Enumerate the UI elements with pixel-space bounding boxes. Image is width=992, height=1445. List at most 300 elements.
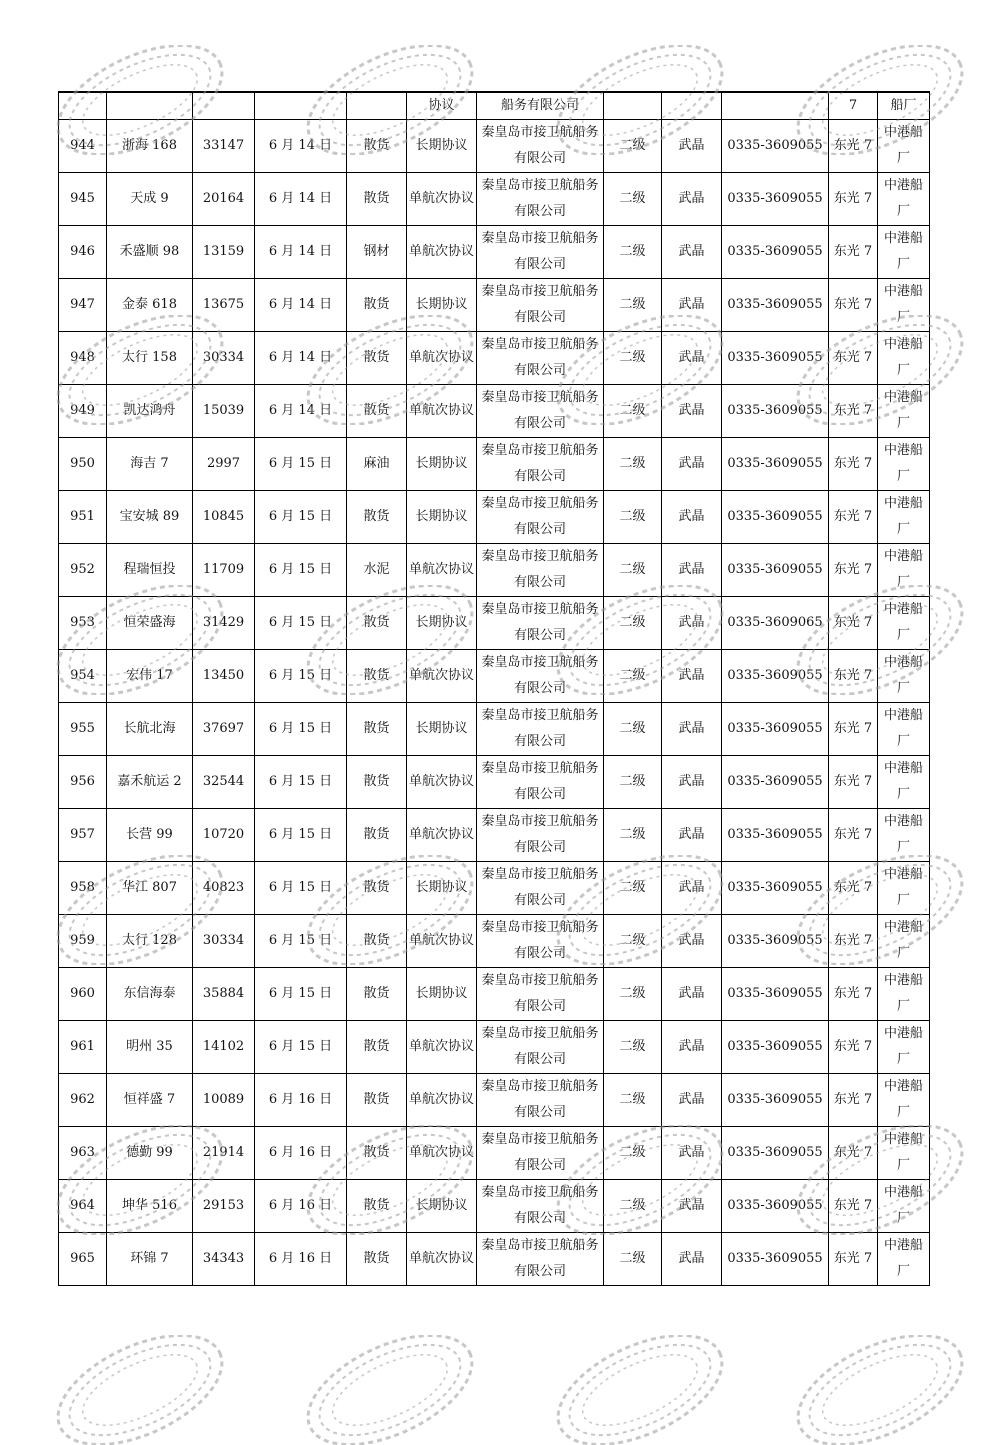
cell-person: 武晶 xyxy=(662,861,722,914)
cell-cargo: 散货 xyxy=(347,1232,407,1285)
cell-phone: 0335-3609055 xyxy=(722,278,829,331)
table-body xyxy=(59,92,930,1285)
table-row xyxy=(59,649,930,702)
cell-remark-b: 中港船厂 xyxy=(878,172,930,225)
cell-tonnage xyxy=(193,92,255,119)
cell-remark-a: 东光 7 xyxy=(829,914,878,967)
cell-date: 6 月 15 日 xyxy=(255,861,347,914)
cell-phone: 0335-3609055 xyxy=(722,1020,829,1073)
table-row xyxy=(59,1126,930,1179)
cell-cargo: 散货 xyxy=(347,384,407,437)
table-row xyxy=(59,119,930,172)
cell-ship: 程瑞恒投 xyxy=(107,543,193,596)
cell-company: 秦皇岛市接卫航船务有限公司 xyxy=(477,278,604,331)
cell-remark-b: 中港船厂 xyxy=(878,861,930,914)
cell-remark-a: 东光 7 xyxy=(829,331,878,384)
cell-date: 6 月 14 日 xyxy=(255,331,347,384)
cell-person: 武晶 xyxy=(662,1126,722,1179)
cell-date: 6 月 15 日 xyxy=(255,755,347,808)
cell-level: 二级 xyxy=(604,649,662,702)
table-row xyxy=(59,1020,930,1073)
cell-no: 945 xyxy=(59,172,107,225)
cell-date: 6 月 15 日 xyxy=(255,649,347,702)
cell-no: 964 xyxy=(59,1179,107,1232)
cell-ship: 浙海 168 xyxy=(107,119,193,172)
cell-remark-a: 东光 7 xyxy=(829,967,878,1020)
cell-level: 二级 xyxy=(604,1179,662,1232)
cell-no: 960 xyxy=(59,967,107,1020)
cell-level: 二级 xyxy=(604,543,662,596)
cell-phone: 0335-3609055 xyxy=(722,331,829,384)
cell-person: 武晶 xyxy=(662,490,722,543)
cell-phone: 0335-3609055 xyxy=(722,755,829,808)
cell-date: 6 月 14 日 xyxy=(255,172,347,225)
cell-remark-a: 东光 7 xyxy=(829,437,878,490)
cell-remark-b: 中港船厂 xyxy=(878,225,930,278)
cell-cargo: 水泥 xyxy=(347,543,407,596)
cell-ship: 太行 128 xyxy=(107,914,193,967)
cell-date: 6 月 14 日 xyxy=(255,225,347,278)
cell-remark-b: 中港船厂 xyxy=(878,490,930,543)
cell-company: 秦皇岛市接卫航船务有限公司 xyxy=(477,119,604,172)
cell-level: 二级 xyxy=(604,1020,662,1073)
cell-company: 秦皇岛市接卫航船务有限公司 xyxy=(477,1126,604,1179)
cell-no: 962 xyxy=(59,1073,107,1126)
cell-tonnage: 30334 xyxy=(193,914,255,967)
cell-date: 6 月 15 日 xyxy=(255,490,347,543)
table-row xyxy=(59,437,930,490)
cell-company: 船务有限公司 xyxy=(477,92,604,119)
cell-person: 武晶 xyxy=(662,808,722,861)
cell-ship: 宏伟 17 xyxy=(107,649,193,702)
cell-tonnage: 13159 xyxy=(193,225,255,278)
cell-ship: 华江 807 xyxy=(107,861,193,914)
cell-ship: 恒荣盛海 xyxy=(107,596,193,649)
cell-agreement: 单航次协议 xyxy=(407,914,477,967)
cell-person: 武晶 xyxy=(662,649,722,702)
cell-phone: 0335-3609055 xyxy=(722,1232,829,1285)
cell-no: 953 xyxy=(59,596,107,649)
cell-level: 二级 xyxy=(604,702,662,755)
cell-ship: 凯达鸿舟 xyxy=(107,384,193,437)
cell-agreement: 单航次协议 xyxy=(407,225,477,278)
cell-phone: 0335-3609055 xyxy=(722,172,829,225)
cell-level: 二级 xyxy=(604,808,662,861)
cell-person: 武晶 xyxy=(662,384,722,437)
cell-person: 武晶 xyxy=(662,1232,722,1285)
cell-agreement: 单航次协议 xyxy=(407,649,477,702)
cell-agreement: 长期协议 xyxy=(407,490,477,543)
cell-remark-b: 中港船厂 xyxy=(878,119,930,172)
cell-agreement: 长期协议 xyxy=(407,596,477,649)
cell-phone: 0335-3609055 xyxy=(722,702,829,755)
cell-level: 二级 xyxy=(604,596,662,649)
cell-ship xyxy=(107,92,193,119)
cell-agreement: 单航次协议 xyxy=(407,172,477,225)
cell-level: 二级 xyxy=(604,861,662,914)
cell-agreement: 长期协议 xyxy=(407,437,477,490)
cell-no: 955 xyxy=(59,702,107,755)
cell-no: 965 xyxy=(59,1232,107,1285)
cell-remark-b: 中港船厂 xyxy=(878,755,930,808)
cell-tonnage: 37697 xyxy=(193,702,255,755)
cell-agreement: 单航次协议 xyxy=(407,331,477,384)
cell-person: 武晶 xyxy=(662,755,722,808)
cell-agreement: 单航次协议 xyxy=(407,543,477,596)
cell-phone: 0335-3609055 xyxy=(722,914,829,967)
cell-agreement: 单航次协议 xyxy=(407,755,477,808)
cell-no: 947 xyxy=(59,278,107,331)
cell-company: 秦皇岛市接卫航船务有限公司 xyxy=(477,437,604,490)
cell-level: 二级 xyxy=(604,225,662,278)
cell-no: 963 xyxy=(59,1126,107,1179)
cell-remark-b: 中港船厂 xyxy=(878,649,930,702)
cell-agreement: 单航次协议 xyxy=(407,1073,477,1126)
cell-date: 6 月 15 日 xyxy=(255,914,347,967)
cell-company: 秦皇岛市接卫航船务有限公司 xyxy=(477,1020,604,1073)
cell-level: 二级 xyxy=(604,172,662,225)
cell-person: 武晶 xyxy=(662,172,722,225)
cell-ship: 天成 9 xyxy=(107,172,193,225)
cell-phone: 0335-3609055 xyxy=(722,649,829,702)
cell-no: 949 xyxy=(59,384,107,437)
cell-cargo: 散货 xyxy=(347,278,407,331)
cell-date: 6 月 14 日 xyxy=(255,119,347,172)
cell-remark-a: 东光 7 xyxy=(829,808,878,861)
cell-agreement: 长期协议 xyxy=(407,278,477,331)
cell-remark-b: 中港船厂 xyxy=(878,596,930,649)
cell-person: 武晶 xyxy=(662,278,722,331)
cell-agreement: 长期协议 xyxy=(407,967,477,1020)
cell-remark-a: 东光 7 xyxy=(829,1232,878,1285)
cell-cargo: 散货 xyxy=(347,596,407,649)
cell-cargo: 散货 xyxy=(347,861,407,914)
cell-remark-a: 东光 7 xyxy=(829,225,878,278)
cell-company: 秦皇岛市接卫航船务有限公司 xyxy=(477,702,604,755)
cell-remark-a: 东光 7 xyxy=(829,702,878,755)
cell-remark-a: 东光 7 xyxy=(829,755,878,808)
table-row xyxy=(59,331,930,384)
cell-level: 二级 xyxy=(604,1126,662,1179)
cell-remark-a: 东光 7 xyxy=(829,543,878,596)
cell-remark-b: 中港船厂 xyxy=(878,1232,930,1285)
cell-no: 951 xyxy=(59,490,107,543)
cell-no: 952 xyxy=(59,543,107,596)
cell-no: 950 xyxy=(59,437,107,490)
cell-phone xyxy=(722,92,829,119)
cell-person: 武晶 xyxy=(662,702,722,755)
cell-phone: 0335-3609055 xyxy=(722,543,829,596)
cell-date: 6 月 16 日 xyxy=(255,1126,347,1179)
cell-tonnage: 20164 xyxy=(193,172,255,225)
table-row xyxy=(59,861,930,914)
cell-ship: 金泰 618 xyxy=(107,278,193,331)
cell-company: 秦皇岛市接卫航船务有限公司 xyxy=(477,331,604,384)
cell-remark-b: 中港船厂 xyxy=(878,967,930,1020)
cell-no: 961 xyxy=(59,1020,107,1073)
cell-remark-b: 中港船厂 xyxy=(878,1179,930,1232)
cell-company: 秦皇岛市接卫航船务有限公司 xyxy=(477,384,604,437)
cell-company: 秦皇岛市接卫航船务有限公司 xyxy=(477,225,604,278)
cell-remark-b: 中港船厂 xyxy=(878,384,930,437)
cell-ship: 明州 35 xyxy=(107,1020,193,1073)
cell-agreement: 单航次协议 xyxy=(407,1126,477,1179)
cell-remark-b: 船厂 xyxy=(878,92,930,119)
cell-company: 秦皇岛市接卫航船务有限公司 xyxy=(477,808,604,861)
watermark-seal xyxy=(545,1335,735,1445)
cell-remark-a: 东光 7 xyxy=(829,172,878,225)
cell-cargo: 散货 xyxy=(347,649,407,702)
cell-remark-b: 中港船厂 xyxy=(878,437,930,490)
cell-cargo: 散货 xyxy=(347,1179,407,1232)
cell-phone: 0335-3609055 xyxy=(722,225,829,278)
cell-ship: 嘉禾航运 2 xyxy=(107,755,193,808)
watermark-seal xyxy=(45,1335,235,1445)
table-row xyxy=(59,1232,930,1285)
cell-level: 二级 xyxy=(604,914,662,967)
cell-person: 武晶 xyxy=(662,596,722,649)
cell-phone: 0335-3609065 xyxy=(722,596,829,649)
cell-company: 秦皇岛市接卫航船务有限公司 xyxy=(477,755,604,808)
cell-company: 秦皇岛市接卫航船务有限公司 xyxy=(477,1179,604,1232)
cell-phone: 0335-3609055 xyxy=(722,1073,829,1126)
cell-cargo: 散货 xyxy=(347,808,407,861)
watermark-seal xyxy=(785,1335,975,1445)
cell-remark-a: 东光 7 xyxy=(829,649,878,702)
cell-company: 秦皇岛市接卫航船务有限公司 xyxy=(477,1232,604,1285)
cell-person: 武晶 xyxy=(662,914,722,967)
cell-agreement: 单航次协议 xyxy=(407,1020,477,1073)
cell-cargo: 钢材 xyxy=(347,225,407,278)
cell-ship: 宝安城 89 xyxy=(107,490,193,543)
cell-agreement: 单航次协议 xyxy=(407,384,477,437)
cell-cargo: 散货 xyxy=(347,1020,407,1073)
cell-remark-a: 东光 7 xyxy=(829,1073,878,1126)
cell-date: 6 月 15 日 xyxy=(255,967,347,1020)
table-row xyxy=(59,384,930,437)
table-row xyxy=(59,967,930,1020)
cell-tonnage: 21914 xyxy=(193,1126,255,1179)
cell-remark-b: 中港船厂 xyxy=(878,543,930,596)
cell-remark-a: 东光 7 xyxy=(829,490,878,543)
cell-no: 959 xyxy=(59,914,107,967)
cell-remark-a: 东光 7 xyxy=(829,384,878,437)
cell-tonnage: 35884 xyxy=(193,967,255,1020)
cell-cargo: 散货 xyxy=(347,967,407,1020)
cell-company: 秦皇岛市接卫航船务有限公司 xyxy=(477,914,604,967)
cell-tonnage: 15039 xyxy=(193,384,255,437)
cell-tonnage: 29153 xyxy=(193,1179,255,1232)
cell-ship: 禾盛顺 98 xyxy=(107,225,193,278)
cell-cargo: 散货 xyxy=(347,1126,407,1179)
cell-ship: 长航北海 xyxy=(107,702,193,755)
table-row xyxy=(59,596,930,649)
cell-phone: 0335-3609055 xyxy=(722,119,829,172)
table-row xyxy=(59,490,930,543)
cell-level: 二级 xyxy=(604,331,662,384)
cell-date: 6 月 16 日 xyxy=(255,1179,347,1232)
cell-date: 6 月 14 日 xyxy=(255,384,347,437)
table-row xyxy=(59,808,930,861)
cell-phone: 0335-3609055 xyxy=(722,1179,829,1232)
cell-cargo: 散货 xyxy=(347,119,407,172)
cell-agreement: 长期协议 xyxy=(407,119,477,172)
cell-level: 二级 xyxy=(604,384,662,437)
cell-date xyxy=(255,92,347,119)
cell-phone: 0335-3609055 xyxy=(722,384,829,437)
cell-person: 武晶 xyxy=(662,1179,722,1232)
cell-no: 946 xyxy=(59,225,107,278)
cell-phone: 0335-3609055 xyxy=(722,808,829,861)
cell-tonnage: 31429 xyxy=(193,596,255,649)
cell-date: 6 月 14 日 xyxy=(255,278,347,331)
cell-ship: 德勤 99 xyxy=(107,1126,193,1179)
cell-date: 6 月 15 日 xyxy=(255,808,347,861)
cell-person: 武晶 xyxy=(662,1073,722,1126)
cell-agreement: 长期协议 xyxy=(407,1179,477,1232)
cell-tonnage: 13450 xyxy=(193,649,255,702)
cell-phone: 0335-3609055 xyxy=(722,967,829,1020)
table-row xyxy=(59,172,930,225)
cell-person: 武晶 xyxy=(662,225,722,278)
cell-company: 秦皇岛市接卫航船务有限公司 xyxy=(477,649,604,702)
cell-remark-b: 中港船厂 xyxy=(878,278,930,331)
cell-tonnage: 10720 xyxy=(193,808,255,861)
cell-cargo: 散货 xyxy=(347,172,407,225)
cell-remark-b: 中港船厂 xyxy=(878,1020,930,1073)
cell-ship: 海吉 7 xyxy=(107,437,193,490)
cell-cargo: 散货 xyxy=(347,1073,407,1126)
cell-level: 二级 xyxy=(604,437,662,490)
table-row xyxy=(59,914,930,967)
cell-date: 6 月 15 日 xyxy=(255,437,347,490)
cell-ship: 长营 99 xyxy=(107,808,193,861)
table-row xyxy=(59,1179,930,1232)
cell-remark-a: 东光 7 xyxy=(829,119,878,172)
cell-agreement: 长期协议 xyxy=(407,861,477,914)
ship-registry-table xyxy=(58,91,930,1286)
cell-remark-a: 东光 7 xyxy=(829,1126,878,1179)
cell-ship: 环锦 7 xyxy=(107,1232,193,1285)
cell-cargo: 散货 xyxy=(347,755,407,808)
cell-level: 二级 xyxy=(604,1073,662,1126)
cell-date: 6 月 16 日 xyxy=(255,1073,347,1126)
cell-remark-a: 东光 7 xyxy=(829,596,878,649)
cell-ship: 坤华 516 xyxy=(107,1179,193,1232)
cell-remark-b: 中港船厂 xyxy=(878,1073,930,1126)
cell-person: 武晶 xyxy=(662,331,722,384)
cell-person: 武晶 xyxy=(662,967,722,1020)
cell-level xyxy=(604,92,662,119)
cell-no: 958 xyxy=(59,861,107,914)
cell-phone: 0335-3609055 xyxy=(722,1126,829,1179)
cell-agreement: 单航次协议 xyxy=(407,1232,477,1285)
cell-tonnage: 33147 xyxy=(193,119,255,172)
cell-company: 秦皇岛市接卫航船务有限公司 xyxy=(477,172,604,225)
cell-level: 二级 xyxy=(604,490,662,543)
cell-company: 秦皇岛市接卫航船务有限公司 xyxy=(477,596,604,649)
cell-cargo xyxy=(347,92,407,119)
cell-cargo: 散货 xyxy=(347,331,407,384)
cell-person: 武晶 xyxy=(662,1020,722,1073)
cell-level: 二级 xyxy=(604,1232,662,1285)
cell-date: 6 月 15 日 xyxy=(255,702,347,755)
cell-ship: 恒祥盛 7 xyxy=(107,1073,193,1126)
cell-agreement: 单航次协议 xyxy=(407,808,477,861)
cell-level: 二级 xyxy=(604,278,662,331)
cell-person xyxy=(662,92,722,119)
cell-date: 6 月 15 日 xyxy=(255,596,347,649)
cell-remark-b: 中港船厂 xyxy=(878,331,930,384)
cell-ship: 东信海泰 xyxy=(107,967,193,1020)
cell-company: 秦皇岛市接卫航船务有限公司 xyxy=(477,861,604,914)
cell-agreement: 长期协议 xyxy=(407,702,477,755)
cell-tonnage: 11709 xyxy=(193,543,255,596)
cell-person: 武晶 xyxy=(662,119,722,172)
cell-tonnage: 30334 xyxy=(193,331,255,384)
cell-remark-a: 东光 7 xyxy=(829,861,878,914)
cell-tonnage: 13675 xyxy=(193,278,255,331)
table-row xyxy=(59,278,930,331)
cell-remark-a: 东光 7 xyxy=(829,1020,878,1073)
cell-tonnage: 2997 xyxy=(193,437,255,490)
cell-remark-a: 东光 7 xyxy=(829,278,878,331)
cell-remark-b: 中港船厂 xyxy=(878,914,930,967)
cell-no: 957 xyxy=(59,808,107,861)
cell-person: 武晶 xyxy=(662,437,722,490)
cell-tonnage: 14102 xyxy=(193,1020,255,1073)
cell-tonnage: 34343 xyxy=(193,1232,255,1285)
cell-level: 二级 xyxy=(604,119,662,172)
cell-date: 6 月 15 日 xyxy=(255,543,347,596)
cell-tonnage: 40823 xyxy=(193,861,255,914)
cell-no xyxy=(59,92,107,119)
cell-no: 948 xyxy=(59,331,107,384)
cell-no: 944 xyxy=(59,119,107,172)
cell-tonnage: 32544 xyxy=(193,755,255,808)
cell-remark-a: 东光 7 xyxy=(829,1179,878,1232)
cell-remark-b: 中港船厂 xyxy=(878,702,930,755)
cell-no: 956 xyxy=(59,755,107,808)
table-row-continued xyxy=(59,92,930,119)
cell-ship: 太行 158 xyxy=(107,331,193,384)
cell-phone: 0335-3609055 xyxy=(722,490,829,543)
cell-tonnage: 10089 xyxy=(193,1073,255,1126)
watermark-seal xyxy=(295,1335,485,1445)
cell-person: 武晶 xyxy=(662,543,722,596)
cell-company: 秦皇岛市接卫航船务有限公司 xyxy=(477,1073,604,1126)
cell-agreement: 协议 xyxy=(407,92,477,119)
cell-remark-b: 中港船厂 xyxy=(878,808,930,861)
cell-phone: 0335-3609055 xyxy=(722,437,829,490)
cell-date: 6 月 15 日 xyxy=(255,1020,347,1073)
cell-cargo: 散货 xyxy=(347,490,407,543)
table-row xyxy=(59,755,930,808)
cell-cargo: 麻油 xyxy=(347,437,407,490)
cell-cargo: 散货 xyxy=(347,702,407,755)
cell-cargo: 散货 xyxy=(347,914,407,967)
table-row xyxy=(59,225,930,278)
cell-level: 二级 xyxy=(604,755,662,808)
table-row xyxy=(59,702,930,755)
cell-date: 6 月 16 日 xyxy=(255,1232,347,1285)
cell-remark-b: 中港船厂 xyxy=(878,1126,930,1179)
cell-company: 秦皇岛市接卫航船务有限公司 xyxy=(477,967,604,1020)
cell-company: 秦皇岛市接卫航船务有限公司 xyxy=(477,490,604,543)
cell-phone: 0335-3609055 xyxy=(722,861,829,914)
cell-company: 秦皇岛市接卫航船务有限公司 xyxy=(477,543,604,596)
cell-no: 954 xyxy=(59,649,107,702)
